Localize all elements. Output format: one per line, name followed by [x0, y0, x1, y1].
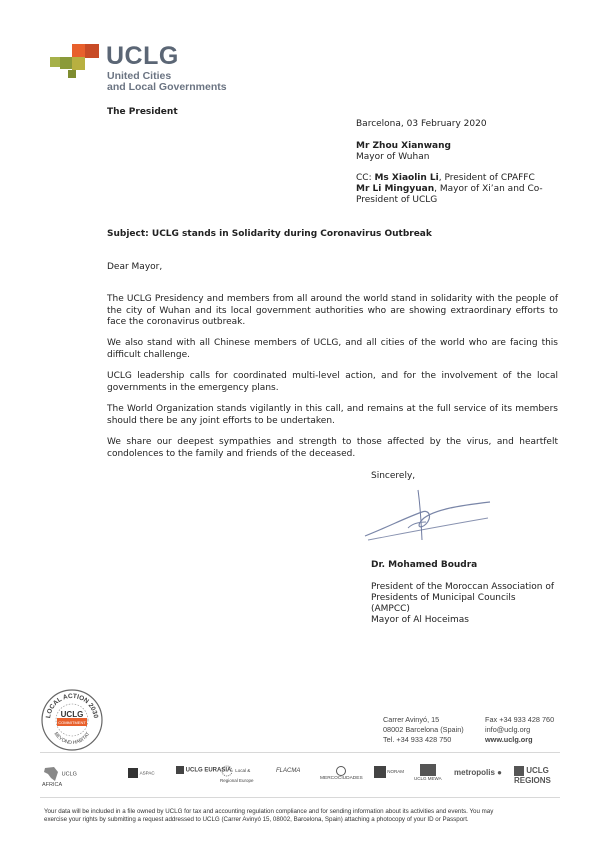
salutation: Dear Mayor, [107, 262, 163, 272]
partner-logo-noram: NORAM [374, 766, 404, 778]
svg-text:COMMITMENT: COMMITMENT [58, 720, 86, 725]
star-circle-icon [220, 764, 234, 778]
partner-logo-metropolis: metropolis ● [454, 768, 502, 777]
body-paragraph-3: UCLG leadership calls for coordinated multi-level action, and for the involvement of the local governments in the emergency plans. [107, 371, 558, 393]
local-action-2030-seal-icon [40, 688, 104, 752]
contact-divider [40, 752, 560, 753]
signatory-name: Dr. Mohamed Boudra [371, 560, 478, 570]
footer-line-2: exercise your rights by submitting a request addressed to UCLG (Carrer Avinyó 15, 08002, Barcelona, Spain) attaching a photocopy of your ID or Passport. [44, 816, 469, 824]
partner-logo-local-regional-europe: Local & Regional Europe [220, 764, 260, 783]
partner-logo-strip [40, 762, 560, 788]
partner-logo-uclg-africa: UCLG AFRICA [42, 766, 98, 788]
metropolis-dot-icon: ● [497, 768, 502, 777]
uclg-logo-mark-icon [48, 42, 104, 82]
signatory-line-4: Mayor of Al Hoceimas [371, 615, 469, 625]
signatory-line-2: Presidents of Municipal Councils [371, 593, 516, 603]
body-paragraph-4: The World Organization stands vigilantly in this call, and remains at the full service of its members should there be any joint efforts to be undertaken. [107, 404, 558, 426]
partner-logo-mercociudades: MERCOCIUDADES [320, 766, 363, 781]
footer-line-1: Your data will be included in a file owned by UCLG for tax and accounting regulation compliance and for sending information about its activities and events. You may [44, 808, 494, 815]
recipient-role: Mayor of Wuhan [356, 152, 430, 162]
uclg-logo [46, 42, 236, 98]
contact-tel: Tel. +34 933 428 750 [383, 735, 452, 744]
contact-address-line-2: 08002 Barcelona (Spain) [383, 725, 464, 734]
signatory-line-3: (AMPCC) [371, 604, 410, 614]
partner-logo-uclg-mewa: UCLG MEWA [414, 764, 442, 781]
recipient-name: Mr Zhou Xianwang [356, 141, 451, 151]
cc-name-2: Mr Li Mingyuan [356, 184, 435, 194]
africa-map-icon [42, 766, 60, 782]
contact-online [485, 715, 554, 745]
letter-date: Barcelona, 03 February 2020 [356, 119, 487, 129]
body-paragraph-1: The UCLG Presidency and members from all around the world stand in solidarity with the people of the city of Wuhan and its local government authorities who are showing extraordinary efforts to face the coronavirus outbreak. [107, 294, 558, 328]
contact-address [383, 715, 464, 745]
cc-role-1: , President of CPAFFC [438, 173, 535, 183]
svg-text:BEYOND HABITAT: BEYOND HABITAT [52, 731, 92, 747]
brand-subtitle-1: United Cities [107, 70, 172, 82]
contact-address-line-1: Carrer Avinyó, 15 [383, 715, 440, 724]
cc-line-1 [356, 173, 535, 185]
body-paragraph-5: We share our deepest sympathies and strength to those affected by the virus, and heartfelt condolences to the family and friends of the deceased. [107, 437, 558, 459]
footer-divider [40, 797, 560, 798]
partner-logo-flacma: FLACMA [276, 768, 301, 774]
body-paragraph-2: We also stand with all Chinese members of UCLG, and all cities of the world who are facing this difficult challenge. [107, 338, 558, 360]
cc-name-1: Ms Xiaolin Li [374, 173, 439, 183]
brand-subtitle-2: and Local Governments [107, 81, 227, 93]
cc-line-3: President of UCLG [356, 195, 438, 205]
letter-subject: Subject: UCLG stands in Solidarity during Coronavirus Outbreak [107, 229, 432, 239]
brand-name: UCLG [106, 42, 179, 70]
svg-text:LOCAL ACTION 2030: LOCAL ACTION 2030 [45, 692, 99, 719]
footer-legal [44, 808, 564, 825]
signatory-line-1: President of the Moroccan Association of [371, 582, 555, 592]
cc-line-2 [356, 184, 543, 196]
contact-web[interactable]: www.uclg.org [485, 735, 533, 744]
sender-title: The President [107, 107, 178, 117]
svg-text:UCLG: UCLG [60, 710, 84, 719]
cc-role-2: , Mayor of Xi’an and Co- [434, 184, 543, 194]
partner-logo-uclg-regions: UCLG REGIONS [514, 766, 551, 785]
contact-fax: Fax +34 933 428 760 [485, 715, 555, 724]
contact-email[interactable]: info@uclg.org [485, 725, 531, 734]
partner-logo-aspac: ASPAC [128, 768, 155, 778]
partner-logo-uclg-eurasia: UCLG EURASIA [176, 766, 231, 774]
cc-prefix: CC: [356, 173, 375, 183]
signature-image [360, 488, 500, 550]
closing: Sincerely, [371, 471, 416, 481]
